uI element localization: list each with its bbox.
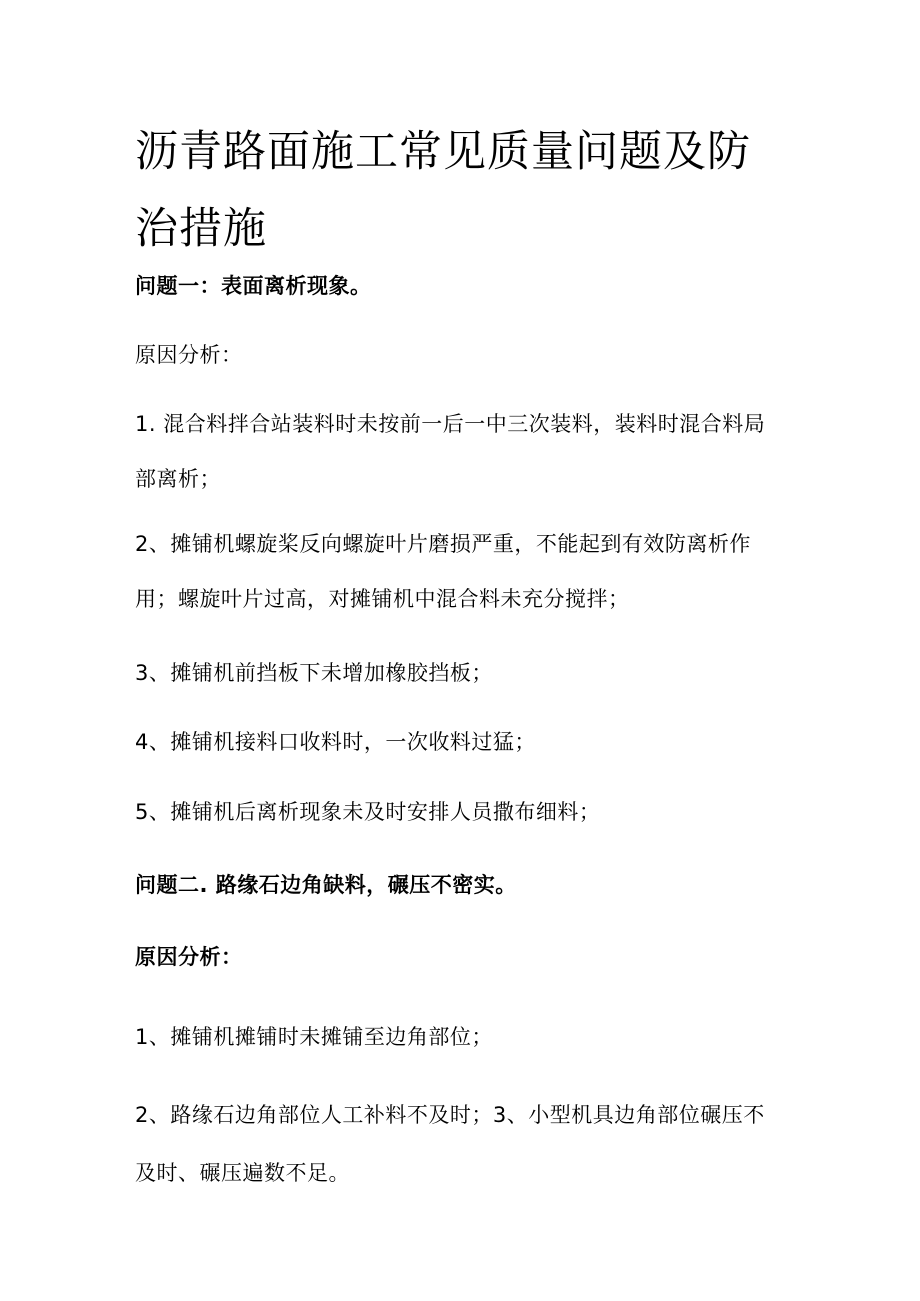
- section-1-heading: 问题一：表面离析现象。: [135, 274, 372, 298]
- section-2-item-2: 2、路缘石边角部位人工补料不及时；3、小型机具边角部位碾压不及时、碾压遍数不足。: [135, 1103, 765, 1185]
- section-2-analysis-label: 原因分析：: [135, 945, 243, 969]
- section-1-item-1: 1. 混合料拌合站装料时未按前一后一中三次装料，装料时混合料局部离析；: [135, 412, 766, 491]
- document-title: 沥青路面施工常见质量问题及防治措施: [135, 127, 751, 254]
- section-1-analysis-label: 原因分析：: [135, 343, 243, 367]
- section-1-item-2: 2、摊铺机螺旋桨反向螺旋叶片磨损严重，不能起到有效防离析作用；螺旋叶片过高，对摊铺机中混合料未充分搅拌；: [135, 532, 751, 611]
- section-1-item-4: 4、摊铺机接料口收料时，一次收料过猛；: [135, 730, 536, 754]
- section-2-item-1: 1、摊铺机摊铺时未摊铺至边角部位；: [135, 1025, 493, 1049]
- section-1-item-3: 3、摊铺机前挡板下未增加橡胶挡板；: [135, 661, 493, 685]
- section-1-item-5: 5、摊铺机后离析现象未及时安排人员撒布细料；: [135, 800, 601, 824]
- section-2-heading: 问题二. 路缘石边角缺料，碾压不密实。: [135, 873, 517, 897]
